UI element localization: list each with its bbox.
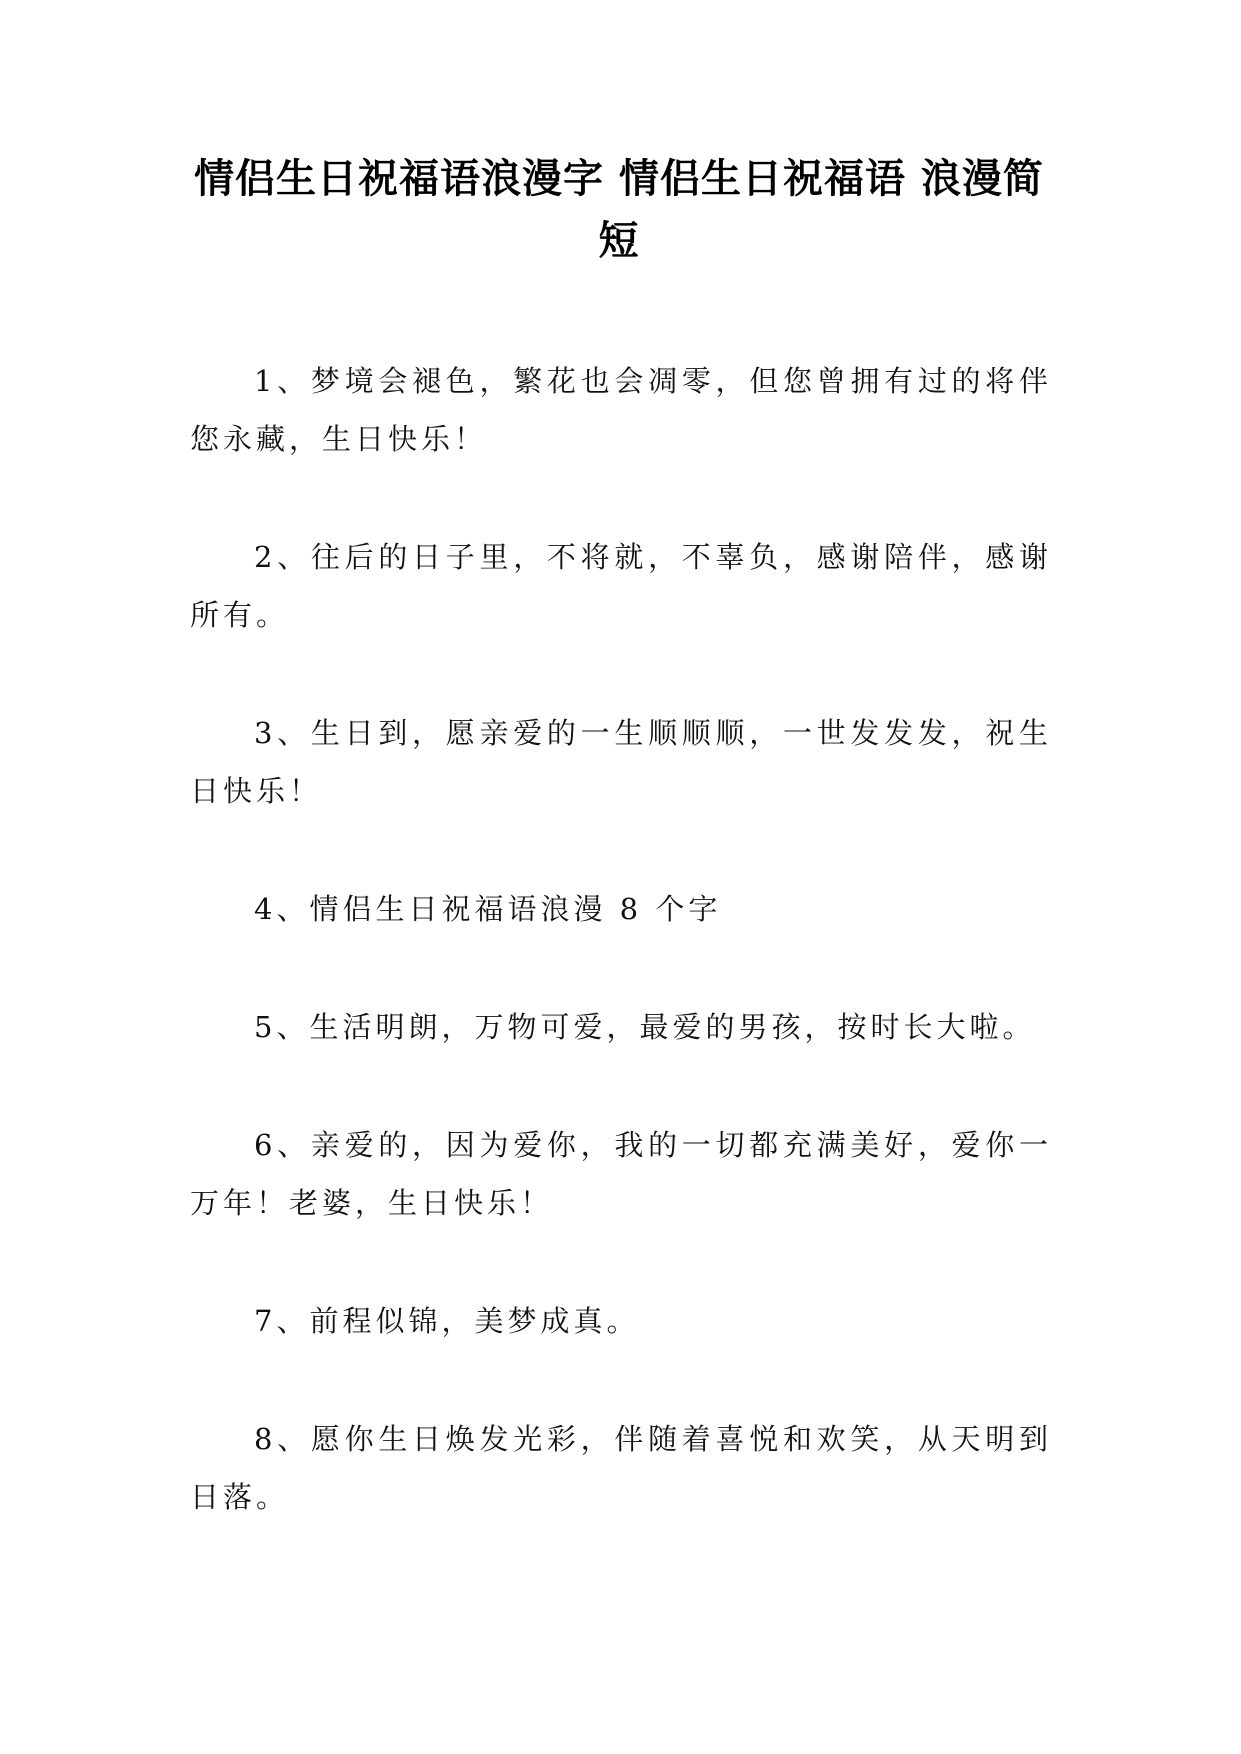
paragraph-6: 6、亲爱的，因为爱你，我的一切都充满美好，爱你一万年！老婆，生日快乐！ [190,1128,1052,1220]
paragraph-8: 8、愿你生日焕发光彩，伴随着喜悦和欢笑，从天明到日落。 [190,1422,1052,1514]
paragraph-4: 4、情侣生日祝福语浪漫 8 个字 [254,892,722,926]
paragraph-list [190,352,1052,1586]
paragraph-2: 2、往后的日子里，不将就，不辜负，感谢陪伴，感谢所有。 [190,540,1052,632]
paragraph-5: 5、生活明朗，万物可爱，最爱的男孩，按时长大啦。 [254,1010,1036,1044]
paragraph-1: 1、梦境会褪色，繁花也会凋零，但您曾拥有过的将伴您永藏，生日快乐！ [190,364,1052,456]
paragraph-3: 3、生日到，愿亲爱的一生顺顺顺，一世发发发，祝生日快乐！ [190,716,1052,808]
paragraph-7: 7、前程似锦，美梦成真。 [254,1304,640,1338]
document-title: 情侣生日祝福语浪漫字 情侣生日祝福语 浪漫简短 [194,156,1044,264]
